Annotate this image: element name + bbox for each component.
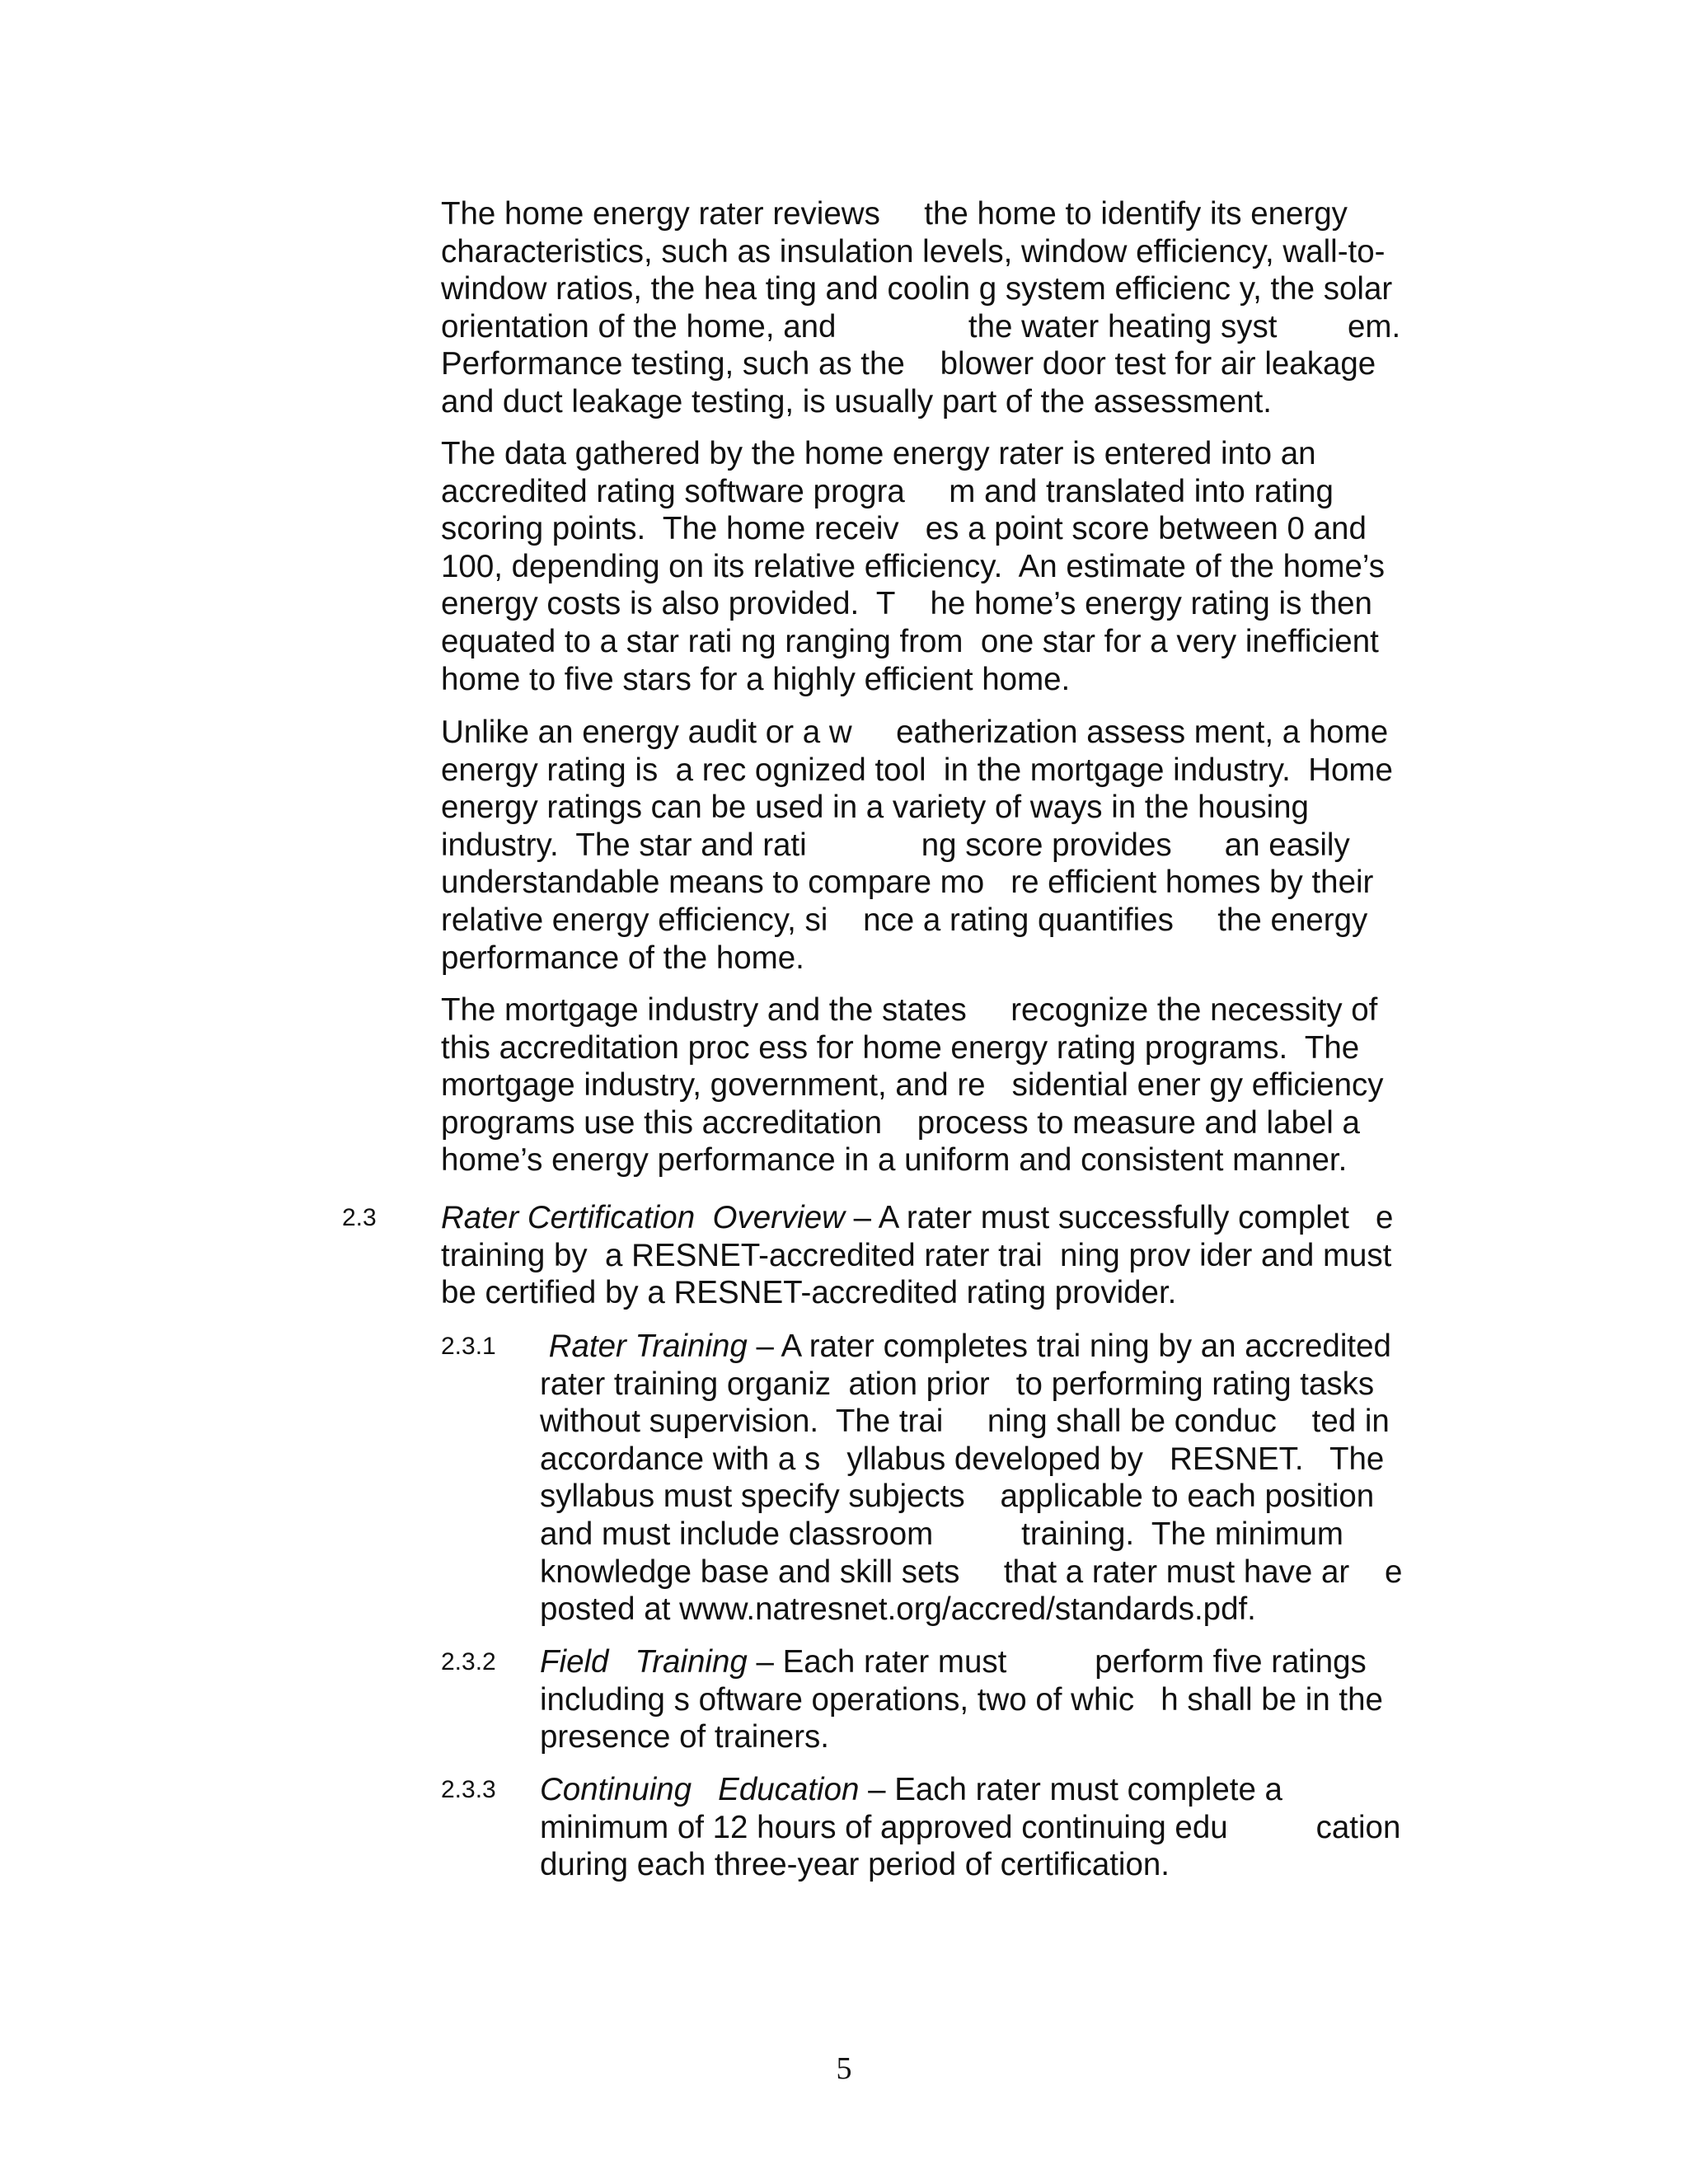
text-line: energy costs is also provided. T he home’s energy rating is then [441,586,1372,622]
section-text: – A rater completes trai ning by an accredited [747,1329,1391,1364]
text-line: energy ratings can be used in a variety of ways in the housing [441,790,1309,826]
text-line: minimum of 12 hours of approved continuing edu cation [540,1809,1401,1845]
section-text: – Each rater must perform five ratings [747,1644,1367,1680]
section-title: Rater Training [548,1329,748,1364]
text-line: and must include classroom training. The minimum [540,1516,1344,1552]
text-line: accordance with a s yllabus developed by RESNET. The [540,1441,1385,1477]
section-title: Field Training [540,1644,748,1680]
section-number-2-3-1: 2.3.1 [441,1333,496,1360]
text-line: be certified by a RESNET-accredited rating provider. [441,1275,1177,1311]
text-line: mortgage industry, government, and re sidential ener gy efficiency [441,1067,1384,1104]
text-line: understandable means to compare mo re efficient homes by their [441,865,1374,901]
text-line: posted at www.natresnet.org/accred/standards.pdf. [540,1591,1256,1628]
text-line [540,1771,1447,1809]
text-line: industry. The star and rati ng score provides an easily [441,827,1350,863]
section-number-2-3-3: 2.3.3 [441,1776,496,1803]
text-line: 100, depending on its relative efficiency. An estimate of the home’s [441,548,1386,584]
text-line: performance of the home. [441,940,804,976]
text-line: relative energy efficiency, si nce a rating quantifies the energy [441,902,1368,938]
text-line [540,1643,1447,1681]
text-line: training by a RESNET-accredited rater trai ning prov ider and must [441,1237,1392,1273]
text-line: presence of trainers. [540,1719,829,1755]
section-number-2-3-2: 2.3.2 [441,1648,496,1675]
section-rater-certification-overview [441,1199,1430,1312]
text-line: knowledge base and skill sets that a rater must have ar e [540,1554,1403,1590]
text-line: Performance testing, such as the blower door test for air leakage [441,346,1376,382]
text-line: orientation of the home, and the water heating syst em. [441,308,1401,344]
text-line: during each three-year period of certification. [540,1847,1170,1883]
text-line [540,1328,1447,1366]
text-line: Unlike an energy audit or a w eatherization assess ment, a home [441,715,1389,750]
paragraph-mortgage-industry [441,991,1430,1179]
section-rater-training [540,1328,1447,1629]
text-line: and duct leakage testing, is usually part of the assessment. [441,383,1272,419]
paragraph-rating-software [441,435,1430,698]
text-line: rater training organiz ation prior to performing rating tasks [540,1366,1375,1402]
text-line: energy rating is a rec ognized tool in the mortgage industry. Home [441,752,1393,788]
text-line: characteristics, such as insulation levels, window efficiency, wall-to- [441,233,1386,269]
text-line: The data gathered by the home energy rater is entered into an [441,436,1316,471]
section-field-training [540,1643,1447,1756]
text-line [441,1199,1430,1237]
text-line: this accreditation proc ess for home energy rating programs. The [441,1029,1360,1066]
section-title: Rater Certification Overview [441,1200,845,1235]
section-number-2-3: 2.3 [342,1204,377,1231]
paragraph-energy-characteristics [441,195,1430,421]
text-line: The mortgage industry and the states recognize the necessity of [441,992,1378,1028]
text-line: including s oftware operations, two of whic h shall be in the [540,1681,1383,1718]
text-line: home to five stars for a highly efficient home. [441,661,1071,697]
section-continuing-education [540,1771,1447,1884]
section-text: – Each rater must complete a [859,1772,1282,1807]
paragraph-energy-audit [441,714,1430,977]
text-line: programs use this accreditation process to measure and label a [441,1104,1360,1141]
text-line: equated to a star rati ng ranging from one star for a very inefficient [441,623,1379,659]
text-line: without supervision. The trai ning shall be conduc ted in [540,1404,1390,1440]
text-line: The home energy rater reviews the home to identify its energy [441,196,1348,232]
section-title: Continuing Education [540,1772,860,1807]
text-line: scoring points. The home receiv es a point score between 0 and [441,511,1367,547]
text-line: syllabus must specify subjects applicable to each position [540,1479,1375,1515]
page-number: 5 [836,2051,852,2086]
section-text: – A rater must successfully complet e [844,1200,1394,1235]
text-line: window ratios, the hea ting and coolin g system efficienc y, the solar [441,271,1393,307]
text-line: home’s energy performance in a uniform and consistent manner. [441,1142,1348,1179]
text-line: accredited rating software progra m and translated into rating [441,473,1334,509]
